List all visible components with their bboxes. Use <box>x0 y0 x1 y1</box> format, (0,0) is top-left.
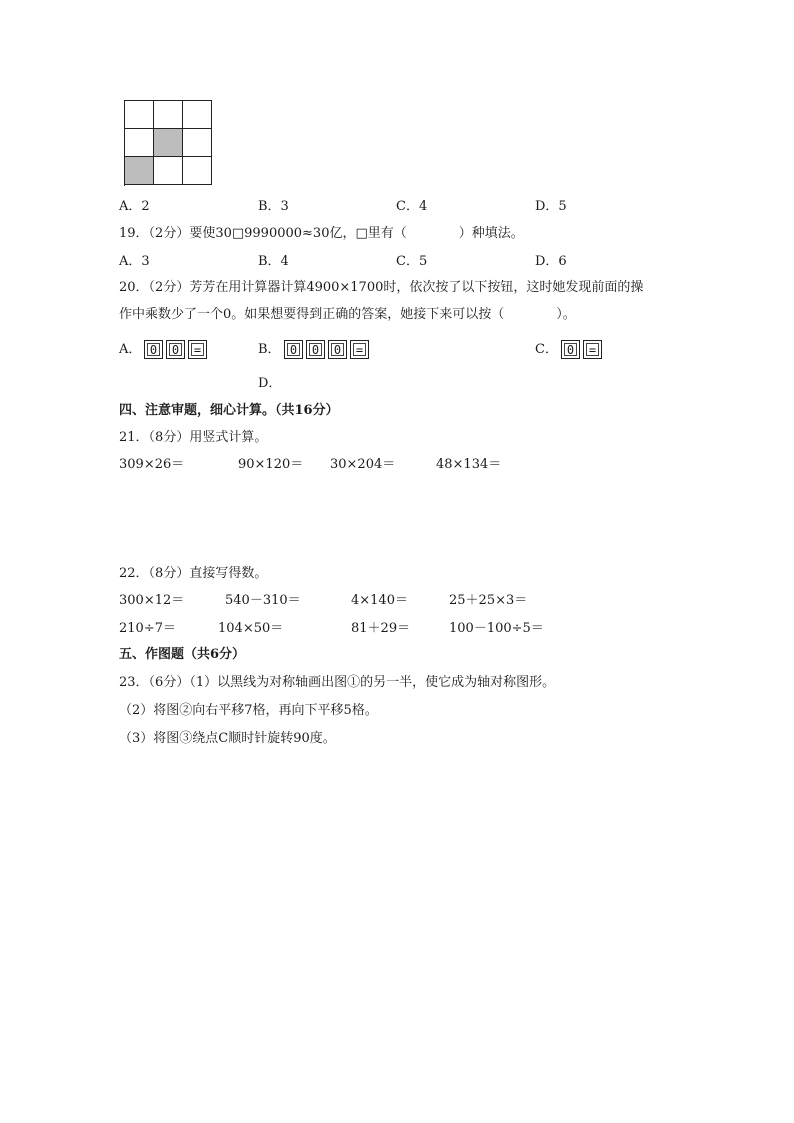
q18-option-a: A．2 <box>119 199 150 214</box>
q23-line1: 23．（6分）（1）以黑线为对称轴画出图①的另一半，使它成为轴对称图形。 <box>119 675 556 690</box>
q22-item: 4×140＝ <box>351 593 408 608</box>
q23-line2: （2）将图②向右平移7格，再向下平移5格。 <box>119 703 378 718</box>
calc-key: 0 <box>328 340 347 359</box>
q20-option-b-keys <box>284 340 369 359</box>
grid-cell <box>154 101 183 129</box>
q21-item: 90×120＝ <box>238 457 304 472</box>
q19-option-a: A．3 <box>119 254 150 269</box>
q21-item: 309×26＝ <box>119 457 185 472</box>
grid-cell <box>125 129 154 157</box>
q21-stem: 21．（8分）用竖式计算。 <box>119 430 268 445</box>
q18-option-d: D．5 <box>535 199 567 214</box>
q22-item: 81＋29＝ <box>351 621 411 636</box>
calc-key: = <box>350 340 369 359</box>
calc-key: = <box>583 340 602 359</box>
q22-item: 300×12＝ <box>119 593 185 608</box>
q20-option-a-label: A． <box>119 342 142 357</box>
section5-title: 五、作图题（共6分） <box>119 647 246 662</box>
q22-item: 104×50＝ <box>218 621 284 636</box>
calc-key: 0 <box>144 340 163 359</box>
q22-stem: 22．（8分）直接写得数。 <box>119 566 268 581</box>
q22-item: 25＋25×3＝ <box>449 593 528 608</box>
calc-key: 0 <box>284 340 303 359</box>
q22-item: 100－100÷5＝ <box>449 621 544 636</box>
q20-option-a-keys <box>144 340 207 359</box>
q20-option-b-label: B． <box>258 342 281 357</box>
calc-key: = <box>188 340 207 359</box>
grid-cell <box>125 101 154 129</box>
grid-cell <box>183 129 212 157</box>
q18-option-c: C．4 <box>396 199 428 214</box>
q21-item: 30×204＝ <box>330 457 396 472</box>
grid-cell <box>154 157 183 185</box>
q19-option-b: B．4 <box>258 254 289 269</box>
q19-stem: 19．（2分）要使30□9990000≈30亿，□里有（ ）种填法。 <box>119 226 524 241</box>
q21-item: 48×134＝ <box>436 457 502 472</box>
q20-stem-line2: 作中乘数少了一个0。如果想要得到正确的答案，她接下来可以按（ ）。 <box>119 307 576 322</box>
q22-item: 210÷7＝ <box>119 621 176 636</box>
q20-option-c-keys <box>561 340 602 359</box>
q20-option-d-label: D． <box>258 376 282 391</box>
q22-item: 540－310＝ <box>225 593 301 608</box>
section4-title: 四、注意审题，细心计算。（共16分） <box>119 403 339 418</box>
q18-grid-figure <box>124 100 212 186</box>
q19-option-c: C．5 <box>396 254 428 269</box>
grid-cell <box>183 101 212 129</box>
calc-key: 0 <box>306 340 325 359</box>
grid-cell-shaded <box>125 157 154 185</box>
grid-cell-shaded <box>154 129 183 157</box>
calc-key: 0 <box>561 340 580 359</box>
q20-option-c-label: C． <box>535 342 558 357</box>
q23-line3: （3）将图③绕点C顺时针旋转90度。 <box>119 731 336 746</box>
calc-key: 0 <box>166 340 185 359</box>
grid-cell <box>183 157 212 185</box>
q18-option-b: B．3 <box>258 199 289 214</box>
q19-option-d: D．6 <box>535 254 567 269</box>
q20-stem-line1: 20．（2分）芳芳在用计算器计算4900×1700时，依次按了以下按钮，这时她发现前面的操 <box>119 280 644 295</box>
